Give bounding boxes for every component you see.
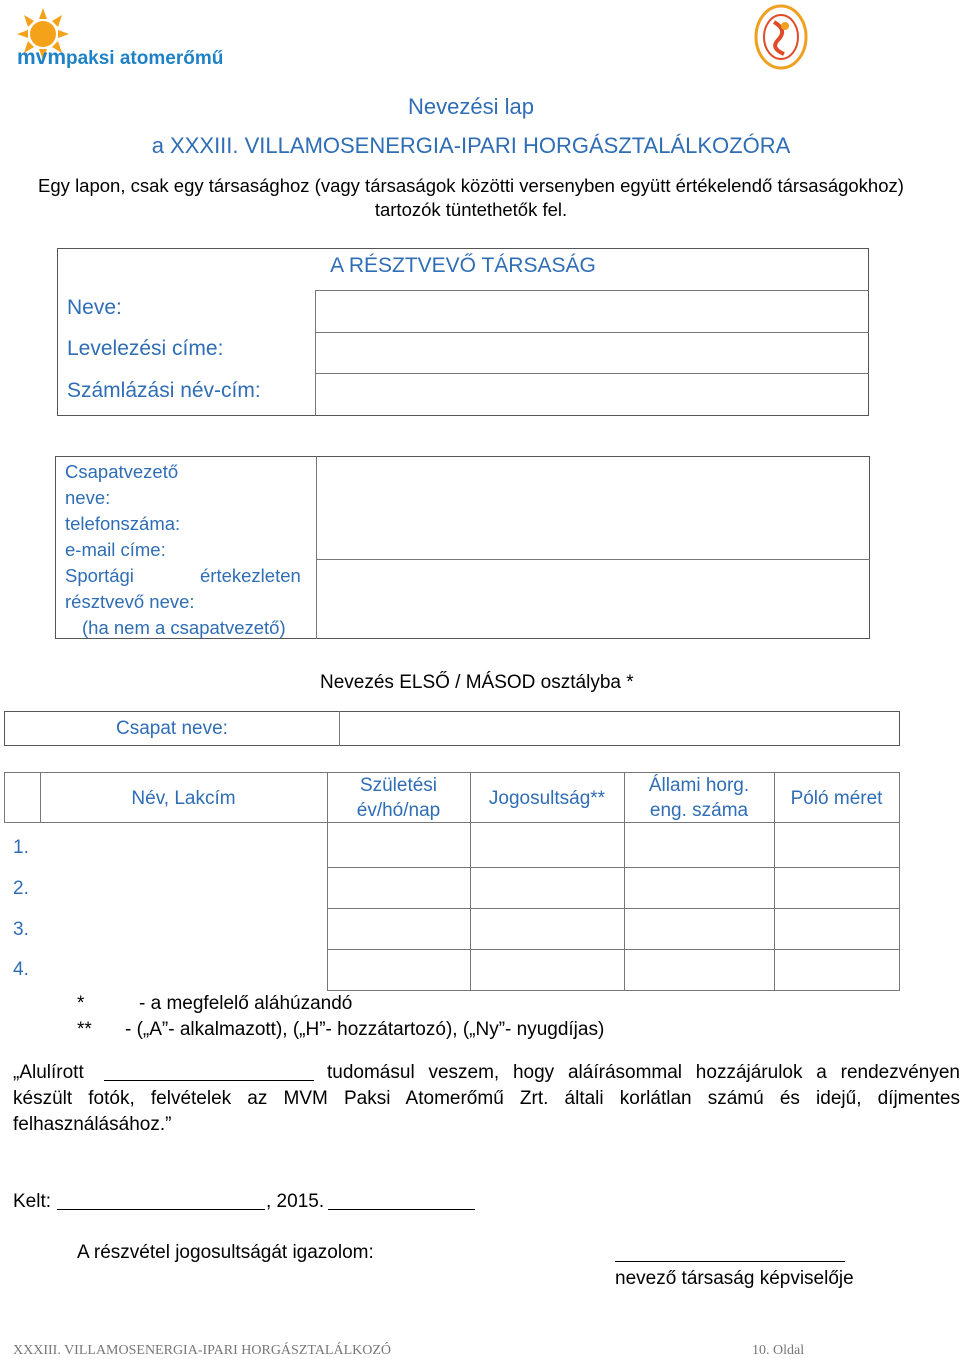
form-title: Nevezési lap: [408, 94, 534, 119]
leader-label-4: e-mail címe:: [65, 539, 166, 560]
row-number-2: 2.: [13, 878, 29, 899]
leader-label-1: Csapatvezető: [65, 461, 179, 482]
mvm-logo: [12, 6, 262, 70]
member-row-2[interactable]: [40, 868, 899, 907]
consent-name-blank[interactable]: [104, 1080, 314, 1081]
footnote-2-text: - („A”- alkalmazott), („H”- hozzátartozó), („Ny”- nyugdíjas): [125, 1019, 605, 1040]
footer-page-number: 10. Oldal: [752, 1343, 805, 1358]
consent-line1-rest: tudomásul veszem, hogy aláírásommal hozzájárulok a rendezvényen: [327, 1062, 960, 1083]
col-header-shirt: Póló méret: [790, 788, 883, 809]
company-billing-field[interactable]: [317, 375, 867, 414]
date-day-blank[interactable]: [328, 1209, 475, 1210]
leader-label-7: (ha nem a csapatvezető): [82, 617, 286, 638]
leader-label-3: telefonszáma:: [65, 513, 181, 534]
row-number-3: 3.: [13, 919, 29, 940]
date-year: , 2015.: [266, 1191, 325, 1212]
leader-contact-field[interactable]: [318, 458, 868, 557]
company-logo-text: paksi atomerőmű: [66, 48, 224, 69]
member-row-1[interactable]: [40, 823, 899, 866]
footer-title: XXXIII. VILLAMOSENERGIA-IPARI HORGÁSZTALÁLKOZÓ: [13, 1343, 392, 1358]
signature-caption: nevező társaság képviselője: [615, 1268, 854, 1289]
col-header-license-1: Állami horg.: [648, 775, 750, 796]
meeting-attendee-field[interactable]: [318, 561, 868, 637]
division-note: Nevezés ELSŐ / MÁSOD osztályba *: [320, 672, 634, 693]
footnote-2-mark: **: [77, 1019, 92, 1040]
consent-line3: felhasználásához.”: [13, 1114, 172, 1135]
form-note-line1: Egy lapon, csak egy társasághoz (vagy társaságok közötti versenyben együtt értékelendő társaságokhoz): [38, 175, 904, 196]
col-header-eligibility: Jogosultság**: [488, 788, 606, 809]
leader-label-5b: értekezleten: [200, 565, 301, 586]
company-name-label: Neve:: [67, 296, 122, 319]
form-note-line2: tartozók tüntethetők fel.: [374, 199, 568, 220]
leader-label-6: résztvevő neve:: [65, 591, 195, 612]
footnote-1-text: - a megfelelő aláhúzandó: [139, 993, 353, 1014]
col-header-birth-2: év/hó/nap: [356, 800, 441, 821]
date-place-blank[interactable]: [57, 1209, 265, 1210]
form-subtitle: a XXXIII. VILLAMOSENERGIA-IPARI HORGÁSZTALÁLKOZÓRA: [151, 133, 791, 158]
member-row-4[interactable]: [40, 950, 899, 989]
col-header-license-2: eng. száma: [649, 800, 749, 821]
signature-blank[interactable]: [615, 1261, 845, 1262]
consent-start: „Alulírott: [13, 1062, 84, 1083]
team-name-field[interactable]: [341, 713, 898, 744]
footnote-1-mark: *: [77, 993, 85, 1014]
member-row-3[interactable]: [40, 909, 899, 948]
team-name-label: Csapat neve:: [116, 718, 228, 739]
company-table-title: A RÉSZTVEVŐ TÁRSASÁG: [330, 254, 596, 277]
leader-label-5a: Sportági: [65, 565, 134, 586]
date-label: Kelt:: [13, 1191, 52, 1212]
company-name-field[interactable]: [317, 292, 867, 330]
row-number-1: 1.: [13, 837, 29, 858]
col-header-name: Név, Lakcím: [131, 788, 236, 809]
mvm-brand-text: mvm: [17, 46, 67, 69]
leader-label-2: neve:: [65, 487, 111, 508]
col-header-birth-1: Születési: [359, 775, 438, 796]
company-mail-field[interactable]: [317, 334, 867, 371]
consent-line2: készült fotók, felvételek az MVM Paksi Atomerőmű Zrt. általi korlátlan számú és idejű, díjmentes: [13, 1088, 960, 1109]
company-billing-label: Számlázási név-cím:: [67, 379, 261, 402]
certify-label: A részvétel jogosultságát igazolom:: [77, 1242, 374, 1263]
angling-club-seal: [754, 4, 808, 70]
company-mail-label: Levelezési címe:: [67, 337, 224, 360]
row-number-4: 4.: [13, 959, 29, 980]
